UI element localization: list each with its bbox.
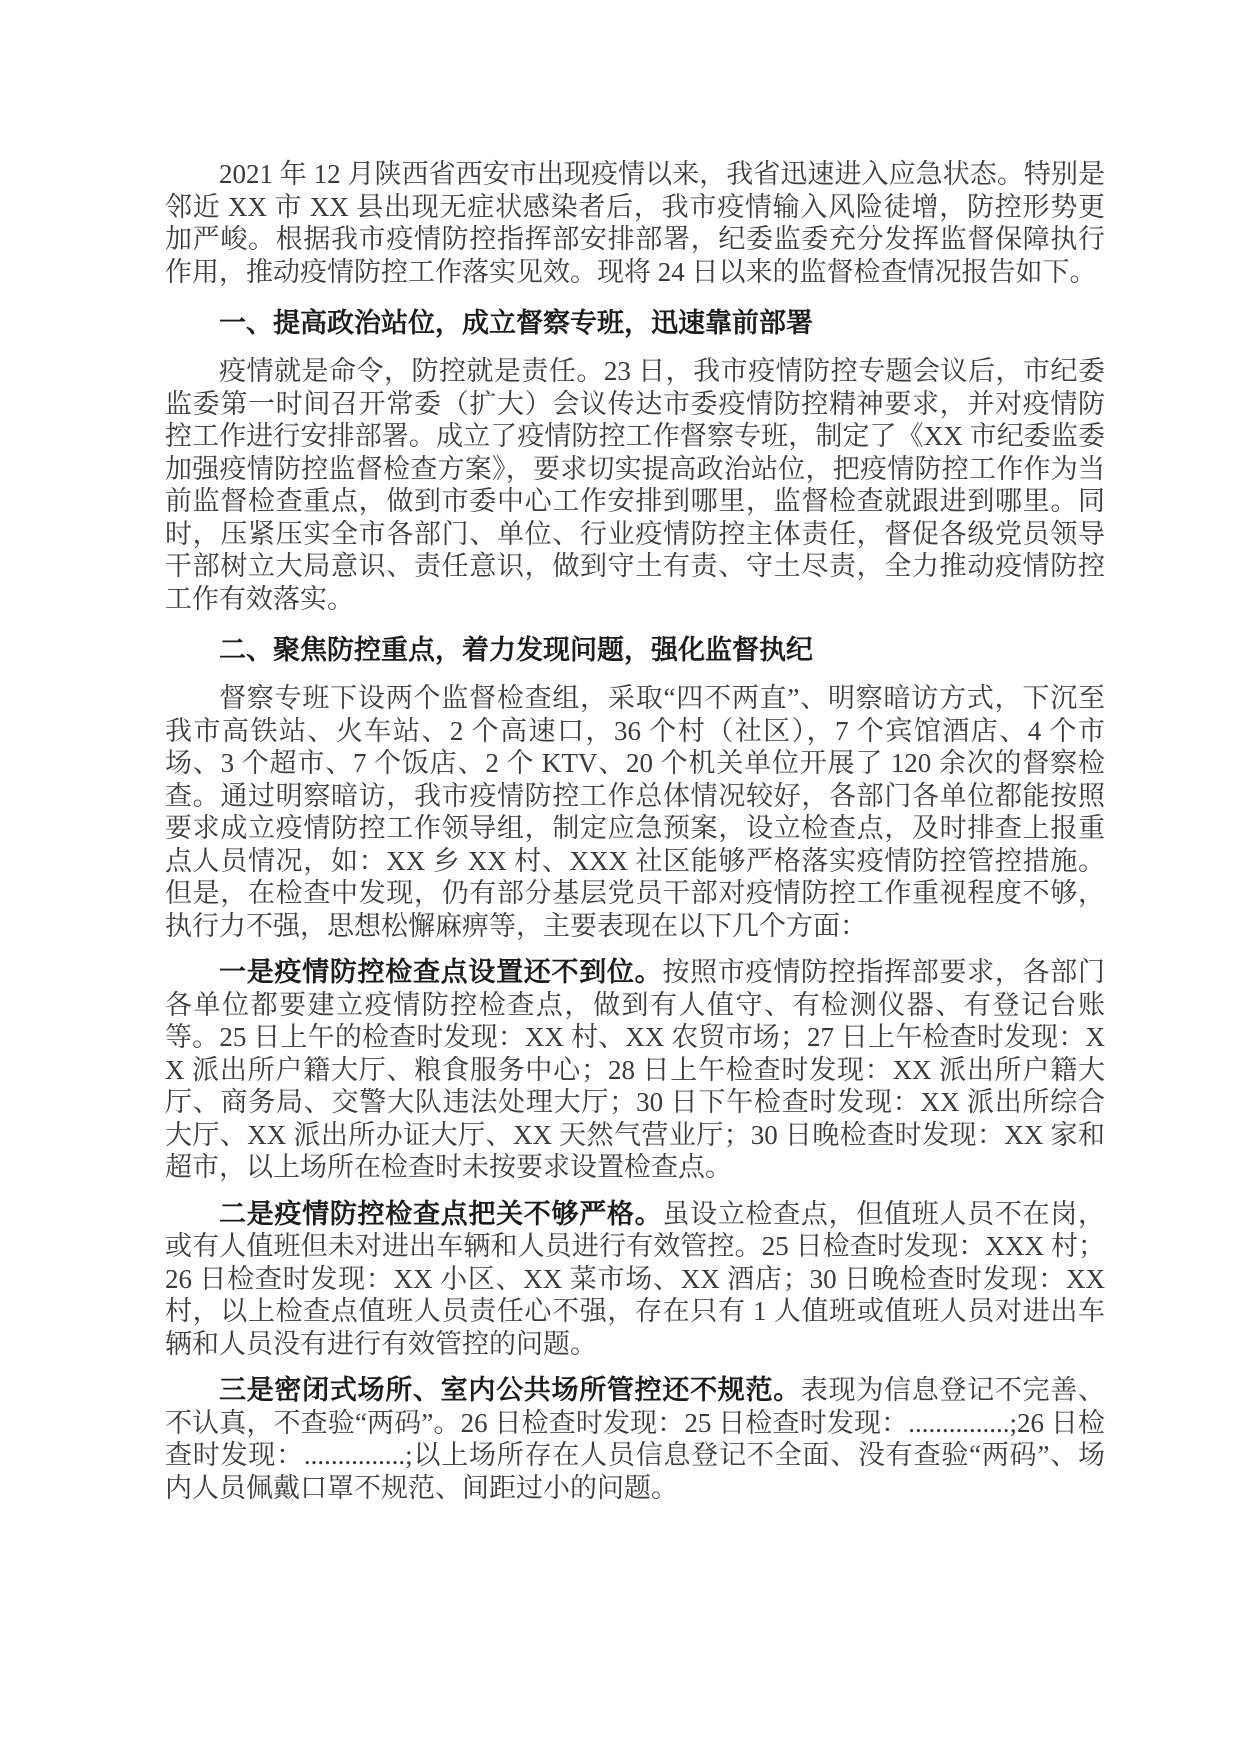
- issue-1-lead: 一是疫情防控检查点设置还不到位。: [219, 957, 663, 987]
- issue-3-lead: 三是密闭式场所、室内公共场所管控还不规范。: [219, 1375, 801, 1405]
- issue-paragraph-1: [165, 956, 1105, 1184]
- section-heading-1: 一、提高政治站位，成立督察专班，迅速靠前部署: [219, 308, 813, 338]
- section-1-paragraph: 疫情就是命令，防控就是责任。23 日，我市疫情防控专题会议后，市纪委监委第一时间召开常委（扩大）会议传达市委疫情防控精神要求，并对疫情防控工作进行安排部署。成立了疫情防控工作督察专班，制定了《XX 市纪委监委加强疫情防控监督检查方案》，要求切实提高政治站位，把疫情防控工作作为当前监督检查重点，做到市委中心工作安排到哪里，监督检查就跟进到哪里。同时，压紧压实全市各部门、单位、行业疫情防控主体责任，督促各级党员领导干部树立大局意识、责任意识，做到守土有责、守土尽责，全力推动疫情防控工作有效落实。: [165, 356, 1105, 614]
- issue-paragraph-2: [165, 1198, 1105, 1361]
- section-heading-2: 二、聚焦防控重点，着力发现问题，强化监督执纪: [219, 635, 813, 665]
- issue-3-text: 表现为信息登记不完善、不认真，不查验“两码”。26 日检查时发现：25 日检查时发现：...............;26 日检查时发现：...............;以上场所存在人员信息登记不全面、没有查验“两码”、场内人员佩戴口罩不规范、间距过小的问题。: [165, 1375, 1106, 1503]
- intro-paragraph: 2021 年 12 月陕西省西安市出现疫情以来，我省迅速进入应急状态。特别是邻近 XX 市 XX 县出现无症状感染者后，我市疫情输入风险徒增，防控形势更加严峻。根据我市疫情防控指挥部安排部署，纪委监委充分发挥监督保障执行作用，推动疫情防控工作落实见效。现将 24 日以来的监督检查情况报告如下。: [165, 159, 1105, 287]
- section-2-paragraph: 督察专班下设两个监督检查组，采取“四不两直”、明察暗访方式，下沉至我市高铁站、火车站、2 个高速口，36 个村（社区），7 个宾馆酒店、4 个市场、3 个超市、7 个饭店、2 个 KTV、20 个机关单位开展了 120 余次的督察检查。通过明察暗访，我市疫情防控工作总体情况较好，各部门各单位都能按照要求成立疫情防控工作领导组，制定应急预案，设立检查点，及时排查上报重点人员情况，如：XX 乡 XX 村、XXX 社区能够严格落实疫情防控管控措施。但是，在检查中发现，仍有部分基层党员干部对疫情防控工作重视程度不够，执行力不强，思想松懈麻痹等，主要表现在以下几个方面：: [165, 683, 1105, 941]
- issue-1-text: 按照市疫情防控指挥部要求，各部门各单位都要建立疫情防控检查点，做到有人值守、有检测仪器、有登记台账等。25 日上午的检查时发现：XX 村、XX 农贸市场；27 日上午检查时发现：XX 派出所户籍大厅、粮食服务中心；28 日上午检查时发现：XX 派出所户籍大厅、商务局、交警大队违法处理大厅；30 日下午检查时发现：XX 派出所综合大厅、XX 派出所办证大厅、XX 天然气营业厅；30 日晚检查时发现：XX 家和超市，以上场所在检查时未按要求设置检查点。: [165, 957, 1106, 1182]
- issue-2-lead: 二是疫情防控检查点把关不够严格。: [219, 1198, 663, 1229]
- document-body: [165, 158, 1105, 1504]
- issue-2-text: 虽设立检查点，但值班人员不在岗，或有人值班但未对进出车辆和人员进行有效管控。25 日检查时发现：XXX 村；26 日检查时发现：XX 小区、XX 菜市场、XX 酒店；30 日晚检查时发现：XX 村，以上检查点值班人员责任心不强，存在只有 1 人值班或值班人员对进出车辆和人员没有进行有效管控的问题。: [165, 1198, 1106, 1359]
- issue-paragraph-3: [165, 1374, 1105, 1504]
